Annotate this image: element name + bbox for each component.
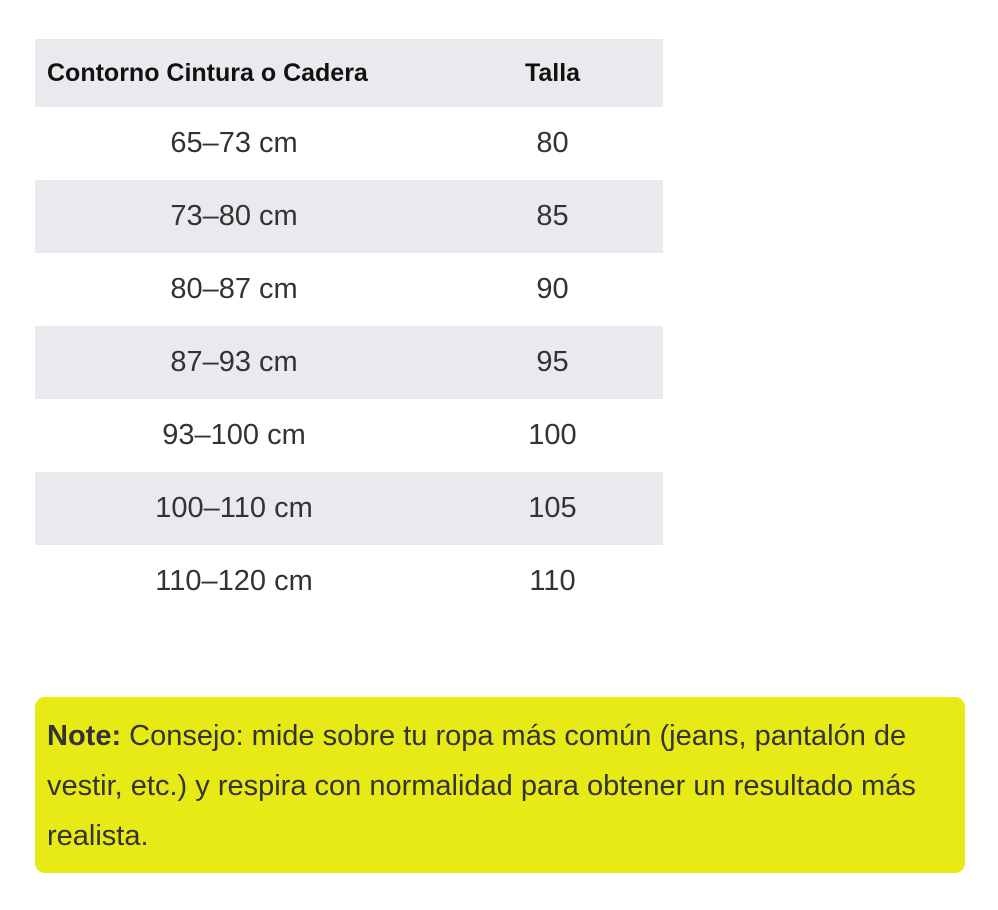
cell-size: 90	[536, 273, 569, 305]
cell-contour	[35, 107, 442, 180]
contour-value: 80–87 cm	[170, 273, 298, 305]
header-contour: Contorno Cintura o Cadera	[47, 58, 368, 87]
contour-value: 87–93 cm	[170, 346, 298, 378]
table-row	[35, 472, 663, 545]
cell-contour	[35, 399, 442, 472]
note-callout	[35, 697, 965, 873]
cell-size: 100	[528, 419, 577, 451]
table-row	[35, 107, 663, 180]
note-text: Consejo: mide sobre tu ropa más común (jeans, pantalón de vestir, etc.) y respira con normalidad para obtener un resultado más realista.	[47, 720, 916, 852]
contour-value: 93–100 cm	[162, 419, 306, 451]
contour-value: 73–80 cm	[170, 200, 298, 232]
table-header-row	[35, 39, 663, 107]
table-row	[35, 180, 663, 253]
header-size: Talla	[524, 58, 581, 87]
table-row	[35, 253, 663, 326]
table-body	[35, 107, 663, 618]
cell-size: 95	[536, 346, 569, 378]
table-row	[35, 399, 663, 472]
contour-value: 110–120 cm	[155, 565, 313, 597]
cell-contour	[35, 326, 442, 399]
cell-size: 110	[529, 565, 576, 597]
cell-size: 105	[528, 492, 577, 524]
cell-size: 85	[536, 200, 569, 232]
contour-value: 100–110 cm	[155, 492, 313, 524]
cell-contour	[35, 472, 442, 545]
table-row	[35, 545, 663, 618]
size-chart-table	[35, 39, 663, 618]
cell-contour	[35, 253, 442, 326]
cell-contour	[35, 545, 442, 618]
cell-contour	[35, 180, 442, 253]
table-header	[35, 39, 663, 107]
cell-size: 80	[536, 127, 569, 159]
table-row	[35, 326, 663, 399]
note-label: Note:	[47, 720, 122, 752]
contour-value: 65–73 cm	[170, 127, 298, 159]
